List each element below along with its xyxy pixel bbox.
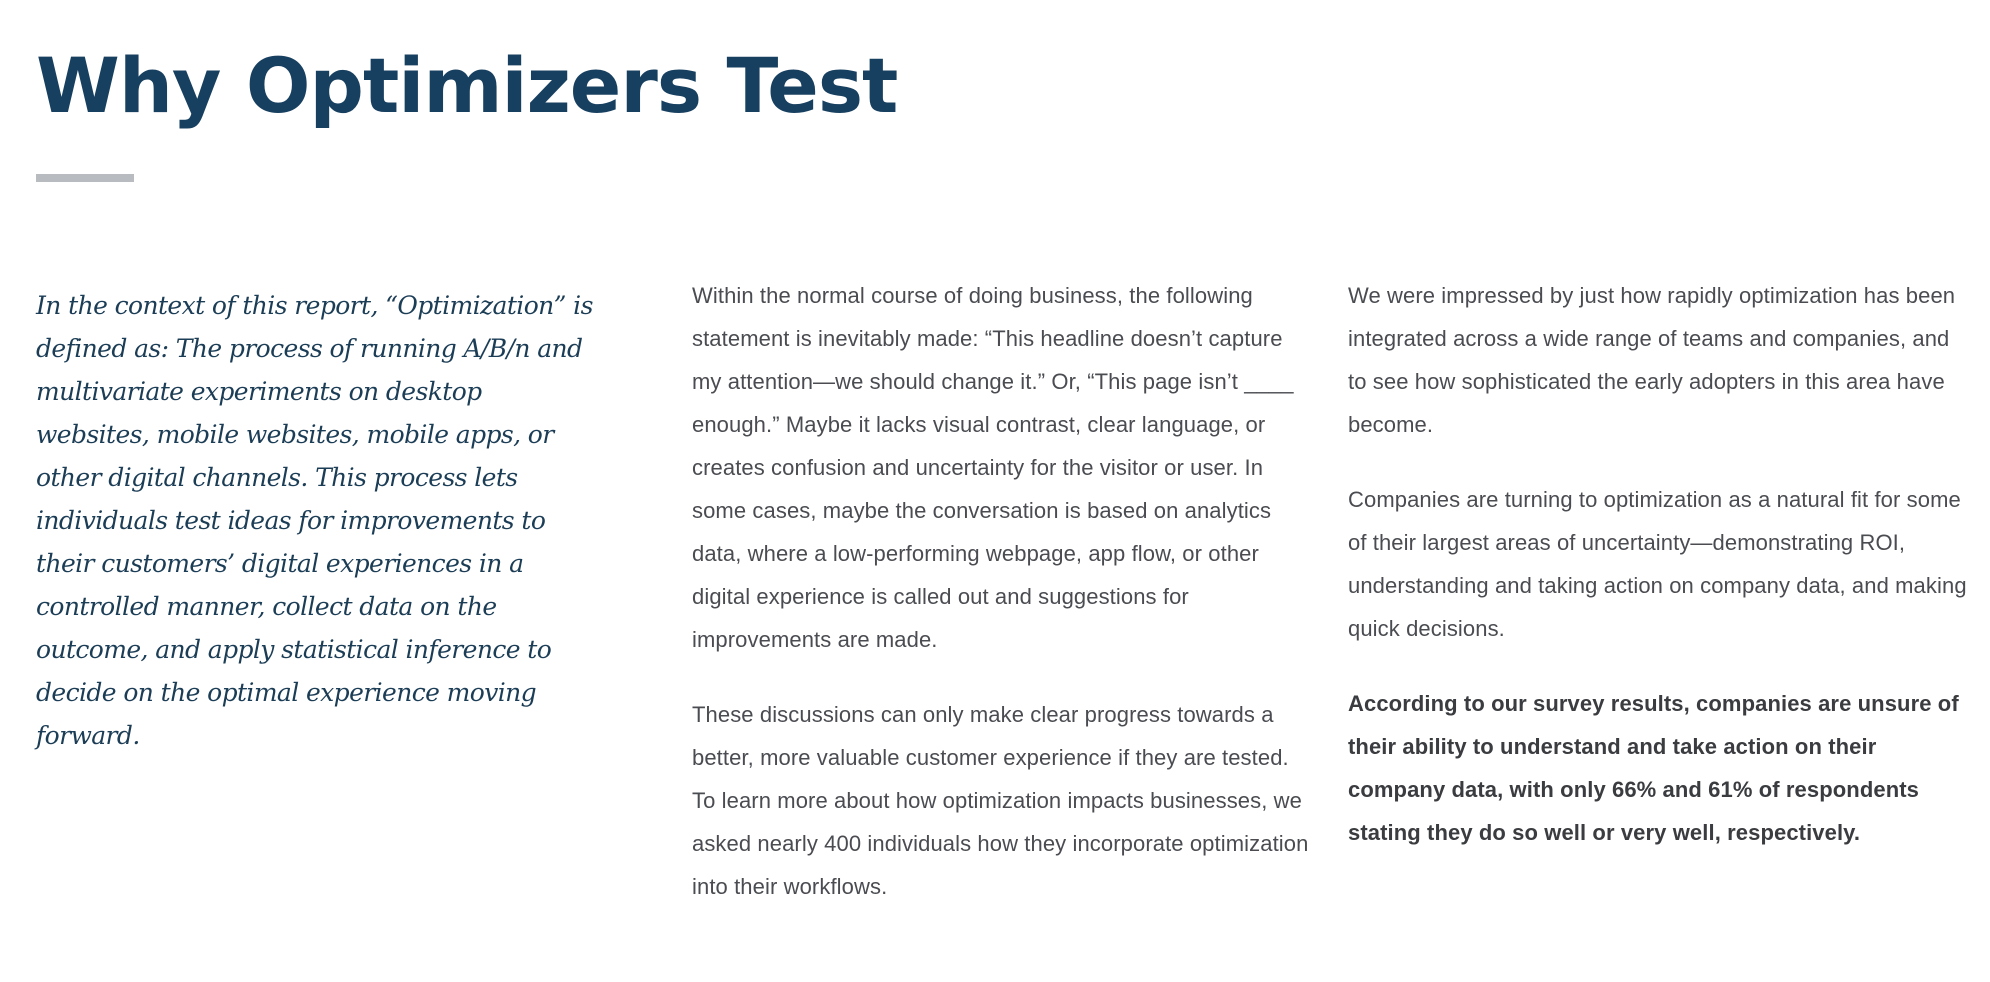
findings-paragraph-2: Companies are turning to optimization as a natural fit for some of their largest areas of uncertainty—demonstrating ROI, understanding and taking action on company data, and making quick decisions. [1348, 487, 1967, 641]
intro-paragraph-2: These discussions can only make clear progress towards a better, more valuable customer experience if they are tested. To learn more about how optimization impacts businesses, we asked nearly 400 individuals how they incorporate optimization into their workflows. [692, 702, 1309, 899]
survey-highlight: According to our survey results, companies are unsure of their ability to understand and take action on their company data, with only 66% and 61% of respondents stating they do so well or very well, respectively. [1348, 691, 1959, 845]
findings-column [1348, 274, 1968, 886]
title-divider [36, 174, 134, 182]
optimization-definition: In the context of this report, “Optimization” is defined as: The process of running A/B/n and multivariate experiments on desktop websites, mobile websites, mobile apps, or other digital channels. This process lets individuals test ideas for improvements to their customers’ digital experiences in a controlled manner, collect data on the outcome, and apply statistical inference to decide on the optimal experience moving forward. [36, 291, 593, 750]
findings-paragraph-1: We were impressed by just how rapidly optimization has been integrated across a wide range of teams and companies, and to see how sophisticated the early adopters in this area have become. [1348, 283, 1956, 437]
intro-column [692, 274, 1312, 940]
intro-paragraph-1: Within the normal course of doing business, the following statement is inevitably made: “This headline doesn’t capture my attention—we should change it.” Or, “This page isn’t ____ enough.” Maybe it lacks visual contrast, clear language, or creates confusion and uncertainty for the visitor or user. In some cases, maybe the conversation is based on analytics data, where a low-performing webpage, app flow, or other digital experience is called out and suggestions for improvements are made. [692, 283, 1294, 652]
definition-column [36, 274, 596, 757]
page-title: Why Optimizers Test [36, 41, 898, 130]
